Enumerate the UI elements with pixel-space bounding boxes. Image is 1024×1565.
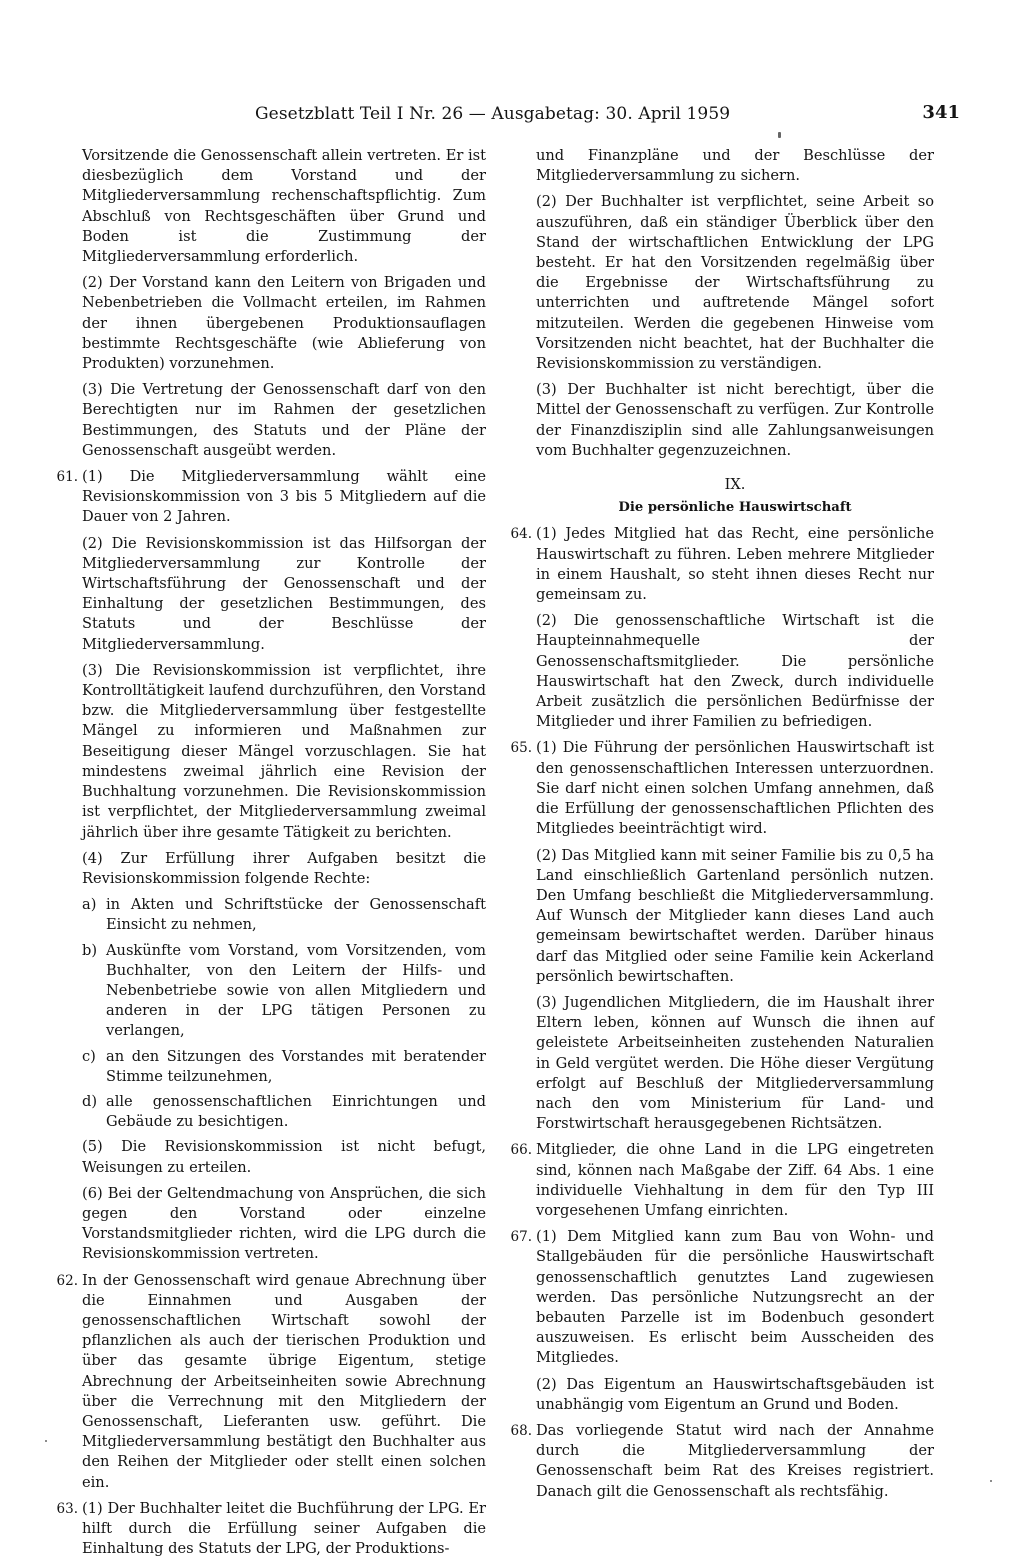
section-66 [510, 1140, 934, 1221]
paragraph: Das vorliegende Statut wird nach der Annahme durch die Mitgliederversammlung der Genossenschaft beim Rat des Kreises registriert. Danach gilt die Genossenschaft als rechtsfähig. [536, 1421, 934, 1500]
paragraph: (6) Bei der Geltendmachung von Ansprüchen, die sich gegen den Vorstand oder einzelne Vorstandsmitglieder richten, wird die LPG durch die Revisionskommission vertreten. [82, 1184, 486, 1263]
paragraph-number: 62. [56, 1272, 78, 1289]
list-item-text: in Akten und Schriftstücke der Genossenschaft Einsicht zu nehmen, [106, 896, 486, 934]
print-speck [778, 132, 781, 138]
paragraph: (2) Das Mitglied kann mit seiner Familie bis zu 0,5 ha Land einschließlich Gartenland persönlich nutzen. Den Umfang beschließt die Mitgliederversammlung. Auf Wunsch der Mitglieder kann dieses Land auch gemeinsam bewirtschaftet werden. Darüber hinaus darf das Mitglied oder seine Familie kein Ackerland persönlich bewirtschaften. [536, 846, 934, 985]
section-63 [56, 1499, 486, 1560]
paragraph: (1) Jedes Mitglied hat das Recht, eine persönliche Hauswirtschaft zu führen. Leben mehrere Mitglieder in einem Haushalt, so steht ihnen dieses Recht nur gemeinsam zu. [536, 525, 934, 604]
right-column [510, 146, 934, 1508]
section-67 [510, 1227, 934, 1415]
section-title: Die persönliche Hauswirtschaft [618, 500, 852, 516]
paragraph: (2) Die genossenschaftliche Wirtschaft ist die Haupteinnahmequelle der Genossenschaftsmitglieder. Die persönliche Hauswirtschaft hat den Zweck, durch individuelle Arbeit zusätzlich die persönlichen Bedürfnisse der Mitglieder und ihrer Familien zu befriedigen. [536, 612, 934, 731]
list-item-label: b) [82, 941, 98, 959]
section-64 [510, 524, 934, 732]
header-title: Gesetzblatt Teil I Nr. 26 — Ausgabetag: 30. April 1959 [255, 104, 731, 124]
list-item-label: c) [82, 1047, 96, 1065]
page-header [255, 102, 960, 128]
paragraph: (3) Die Revisionskommission ist verpflichtet, ihre Kontrolltätigkeit laufend durchzuführen, den Vorstand bzw. die Mitgliederversammlung über festgestellte Mängel zu informieren und Maßnahmen zur Beseitigung dieser Mängel vorzuschlagen. Sie hat mindestens zweimal jährlich eine Revision der Buchhaltung vorzunehmen. Die Revisionskommission ist verpflichtet, der Mitgliederversammlung zweimal jährlich über ihre gesamte Tätigkeit zu berichten. [82, 661, 486, 841]
list-item-label: d) [82, 1092, 98, 1110]
section-62 [56, 1271, 486, 1493]
paragraph-number: 63. [56, 1500, 78, 1517]
list-item [82, 941, 486, 1042]
list-item-text: Auskünfte vom Vorstand, vom Vorsitzenden, vom Buchhalter, von den Leitern der Hilfs- und Nebenbetriebe sowie von allen Mitgliedern und anderen in der LPG tätigen Personen zu verlangen, [106, 941, 486, 1040]
paragraph: (1) Dem Mitglied kann zum Bau von Wohn- und Stallgebäuden für die persönliche Hauswirtschaft genossenschaftlich genutztes Land zugewiesen werden. Das persönliche Nutzungsrecht an der bebauten Parzelle ist im Bodenbuch gesondert auszuweisen. Es erlischt beim Ausscheiden des Mitgliedes. [536, 1228, 934, 1367]
paragraph: (1) Die Führung der persönlichen Hauswirtschaft ist den genossenschaftlichen Interessen unterzuordnen. Sie darf nicht einen solchen Umfang annehmen, daß die Erfüllung der genossenschaftlichen Pflichten des Mitgliedes beeinträchtigt wird. [536, 739, 934, 838]
paragraph-number: 61. [56, 469, 78, 486]
paragraph: (1) Der Buchhalter leitet die Buchführung der LPG. Er hilft durch die Erfüllung seiner Aufgaben die Einhaltung des Statuts der LPG, der Produktions- [82, 1499, 486, 1558]
list-item [82, 895, 486, 935]
paragraph: und Finanzpläne und der Beschlüsse der Mitgliederversammlung zu sichern. [536, 147, 934, 185]
paragraph: Mitglieder, die ohne Land in die LPG eingetreten sind, können nach Maßgabe der Ziff. 64 Abs. 1 eine individuelle Viehhaltung in dem für den Typ III vorgesehenen Umfang einrichten. [536, 1141, 934, 1219]
print-speck [990, 1480, 992, 1482]
left-column [56, 146, 486, 1565]
list-item-text: alle genossenschaftlichen Einrichtungen und Gebäude zu besichtigen. [106, 1092, 486, 1131]
paragraph-number: 64. [510, 526, 532, 543]
paragraph: (2) Das Eigentum an Hauswirtschaftsgebäuden ist unabhängig vom Eigentum an Grund und Boden. [536, 1375, 934, 1413]
list-item [82, 1092, 486, 1132]
paragraph: (3) Die Vertretung der Genossenschaft darf von den Berechtigten nur im Rahmen der gesetzlichen Bestimmungen, des Statuts und der Pläne der Genossenschaft ausgeübt werden. [82, 381, 486, 459]
section-68 [510, 1421, 934, 1502]
paragraph-number: 66. [510, 1142, 532, 1159]
print-speck [45, 1440, 47, 1442]
paragraph: In der Genossenschaft wird genaue Abrechnung über die Einnahmen und Ausgaben der genossenschaftlichen Wirtschaft sowohl der pflanzlichen als auch der tierischen Produktion und über das gesamte übrige Eigentum, stetige Abrechnung der Arbeitseinheiten sowie Abrechnung über die Verrechnung mit den Mitgliedern der Genossenschaft, Lieferanten usw. geführt. Die Mitgliederversammlung bestätigt den Buchhalter aus den Reihen der Mitglieder oder stellt einen solchen ein. [82, 1271, 486, 1491]
list-item-label: a) [82, 896, 97, 914]
section-61 [56, 467, 486, 1265]
paragraph: Vorsitzende die Genossenschaft allein vertreten. Er ist diesbezüglich dem Vorstand und der Mitgliederversammlung rechenschaftspflichtig. Zum Abschluß von Rechtsgeschäften über Grund und Boden ist die Zustimmung der Mitgliederversammlung erforderlich. [82, 147, 486, 266]
paragraph: (5) Die Revisionskommission ist nicht befugt, Weisungen zu erteilen. [82, 1138, 486, 1176]
paragraph: (4) Zur Erfüllung ihrer Aufgaben besitzt die Revisionskommission folgende Rechte: [82, 849, 486, 887]
section-number: IX. [724, 476, 746, 494]
section-65 [510, 738, 934, 1134]
list-item [82, 1047, 486, 1087]
paragraph: (1) Die Mitgliederversammlung wählt eine Revisionskommission von 3 bis 5 Mitgliedern auf die Dauer von 2 Jahren. [82, 468, 486, 526]
page-number: 341 [922, 102, 960, 123]
paragraph: (2) Die Revisionskommission ist das Hilfsorgan der Mitgliederversammlung zur Kontrolle der Wirtschaftsführung der Genossenschaft und der Einhaltung der gesetzlichen Bestimmungen, des Statuts und der Beschlüsse der Mitgliederversammlung. [82, 534, 486, 653]
paragraph: (2) Der Vorstand kann den Leitern von Brigaden und Nebenbetrieben die Vollmacht erteilen, im Rahmen der ihnen übergebenen Produktionsauflagen bestimmte Rechtsgeschäfte (wie Ablieferung von Produkten) vorzunehmen. [82, 274, 486, 373]
paragraph: (3) Jugendlichen Mitgliedern, die im Haushalt ihrer Eltern leben, können auf Wunsch die ihnen auf geleistete Arbeitseinheiten zustehenden Naturalien in Geld vergütet werden. Die Höhe dieser Vergütung erfolgt auf Beschluß der Mitgliederversammlung nach den vom Ministerium für Land- und Forstwirtschaft herausgegebenen Richtsätzen. [536, 993, 934, 1133]
list-item-text: an den Sitzungen des Vorstandes mit beratender Stimme teilzunehmen, [106, 1047, 486, 1085]
paragraph-number: 65. [510, 740, 532, 757]
paragraph-number: 68. [510, 1422, 532, 1439]
paragraph: (3) Der Buchhalter ist nicht berechtigt, über die Mittel der Genossenschaft zu verfügen. Zur Kontrolle der Finanzdisziplin sind alle Zahlungsanweisungen vom Buchhalter gegenzuzeichnen. [536, 381, 934, 459]
paragraph: (2) Der Buchhalter ist verpflichtet, seine Arbeit so auszuführen, daß ein ständiger Überblick über den Stand der wirtschaftlichen Entwicklung der LPG besteht. Er hat den Vorsitzenden regelmäßig über die Ergebnisse der Wirtschaftsführung zu unterrichten und auftretende Mängel sofort mitzuteilen. Werden die gegebenen Hinweise vom Vorsitzenden nicht beachtet, hat der Buchhalter die Revisionskommission zu verständigen. [536, 193, 934, 373]
paragraph-number: 67. [510, 1229, 532, 1246]
